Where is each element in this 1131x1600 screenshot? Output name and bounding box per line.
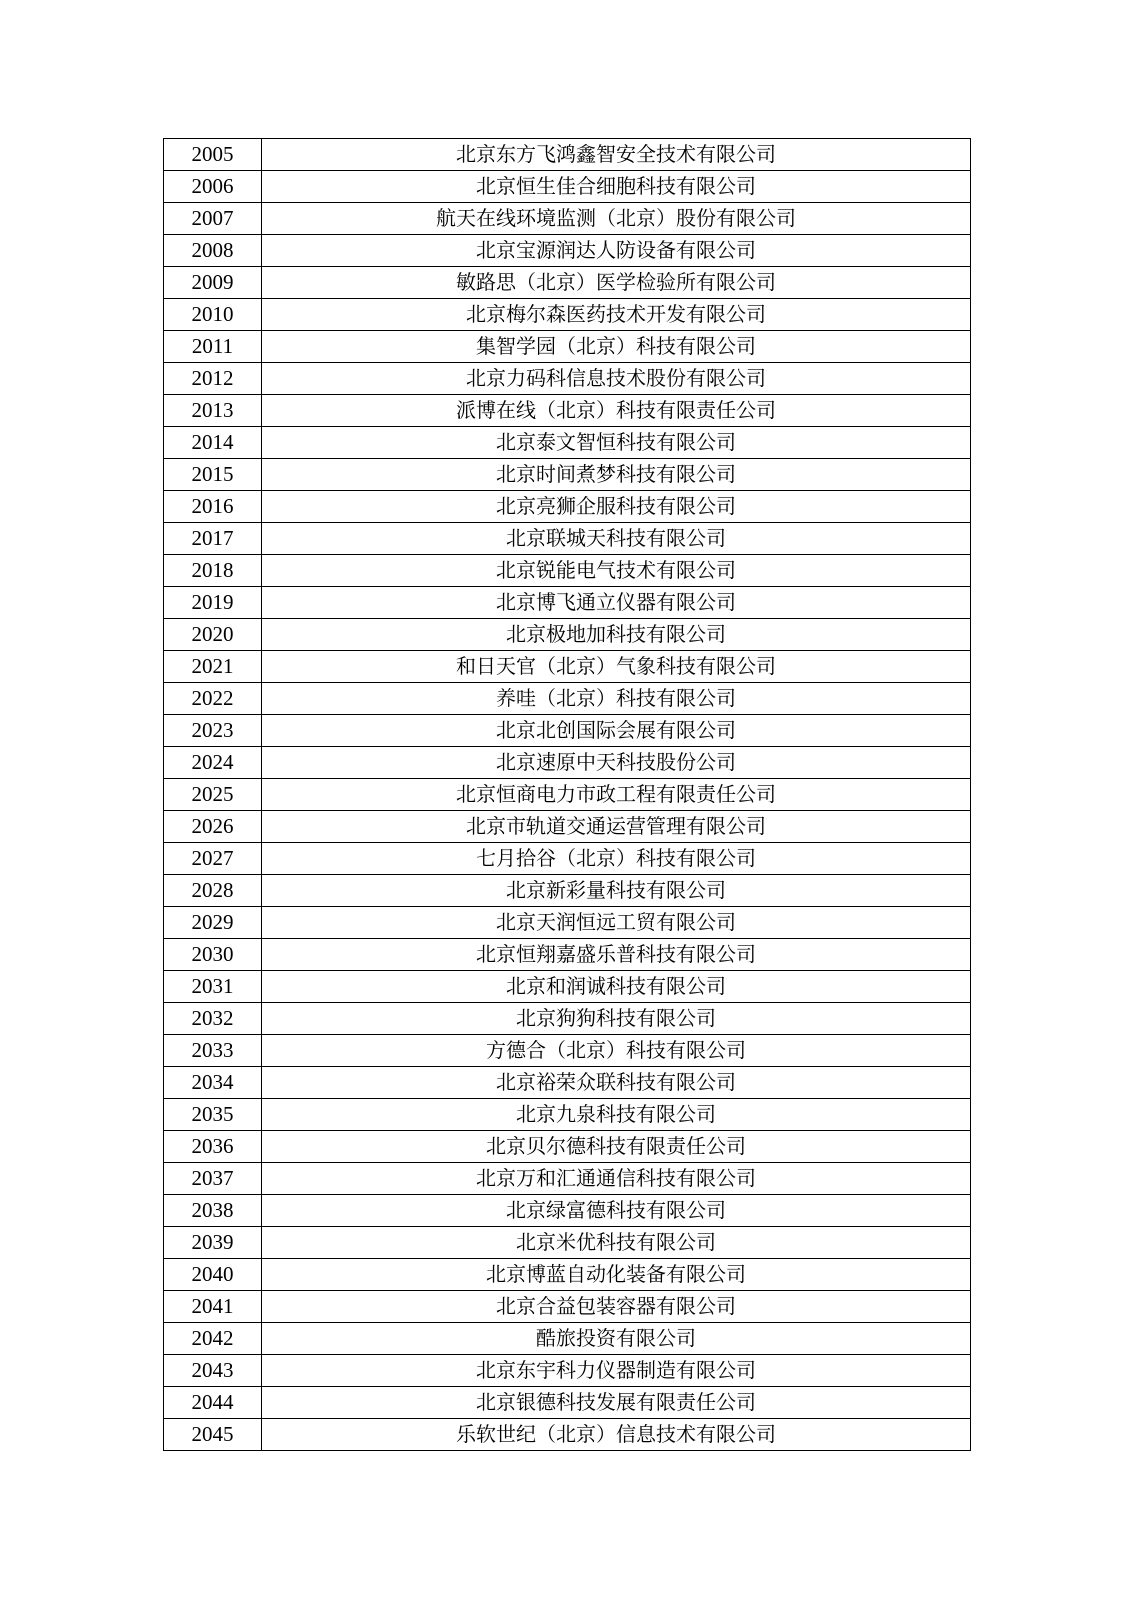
company-name-cell: 养哇（北京）科技有限公司 — [262, 683, 971, 715]
company-name-cell: 北京梅尔森医药技术开发有限公司 — [262, 299, 971, 331]
row-number-cell: 2025 — [164, 779, 262, 811]
company-name-cell: 北京东方飞鸿鑫智安全技术有限公司 — [262, 139, 971, 171]
table-row — [164, 171, 971, 203]
row-number-cell: 2024 — [164, 747, 262, 779]
table-row — [164, 1355, 971, 1387]
row-number-cell: 2019 — [164, 587, 262, 619]
row-number-cell: 2020 — [164, 619, 262, 651]
row-number-cell: 2021 — [164, 651, 262, 683]
company-name-cell: 北京市轨道交通运营管理有限公司 — [262, 811, 971, 843]
company-name-cell: 七月拾谷（北京）科技有限公司 — [262, 843, 971, 875]
row-number-cell: 2005 — [164, 139, 262, 171]
row-number-cell: 2009 — [164, 267, 262, 299]
row-number-cell: 2031 — [164, 971, 262, 1003]
table-row — [164, 235, 971, 267]
table-row — [164, 811, 971, 843]
row-number-cell: 2011 — [164, 331, 262, 363]
table-row — [164, 619, 971, 651]
company-name-cell: 敏路思（北京）医学检验所有限公司 — [262, 267, 971, 299]
row-number-cell: 2039 — [164, 1227, 262, 1259]
table-row — [164, 875, 971, 907]
company-name-cell: 北京时间煮梦科技有限公司 — [262, 459, 971, 491]
row-number-cell: 2029 — [164, 907, 262, 939]
row-number-cell: 2035 — [164, 1099, 262, 1131]
row-number-cell: 2034 — [164, 1067, 262, 1099]
company-name-cell: 派博在线（北京）科技有限责任公司 — [262, 395, 971, 427]
row-number-cell: 2040 — [164, 1259, 262, 1291]
table-row — [164, 907, 971, 939]
table-row — [164, 939, 971, 971]
row-number-cell: 2010 — [164, 299, 262, 331]
company-name-cell: 北京亮狮企服科技有限公司 — [262, 491, 971, 523]
company-name-cell: 北京速原中天科技股份公司 — [262, 747, 971, 779]
company-name-cell: 北京北创国际会展有限公司 — [262, 715, 971, 747]
row-number-cell: 2032 — [164, 1003, 262, 1035]
company-name-cell: 北京狗狗科技有限公司 — [262, 1003, 971, 1035]
row-number-cell: 2013 — [164, 395, 262, 427]
table-row — [164, 1259, 971, 1291]
row-number-cell: 2012 — [164, 363, 262, 395]
table-row — [164, 1291, 971, 1323]
row-number-cell: 2030 — [164, 939, 262, 971]
company-name-cell: 和日天官（北京）气象科技有限公司 — [262, 651, 971, 683]
table-row — [164, 651, 971, 683]
row-number-cell: 2044 — [164, 1387, 262, 1419]
table-row — [164, 555, 971, 587]
company-name-cell: 北京东宇科力仪器制造有限公司 — [262, 1355, 971, 1387]
table-row — [164, 971, 971, 1003]
table-row — [164, 1131, 971, 1163]
company-name-cell: 北京博蓝自动化装备有限公司 — [262, 1259, 971, 1291]
company-name-cell: 北京合益包装容器有限公司 — [262, 1291, 971, 1323]
table-row — [164, 523, 971, 555]
company-name-cell: 北京恒生佳合细胞科技有限公司 — [262, 171, 971, 203]
table-row — [164, 715, 971, 747]
row-number-cell: 2017 — [164, 523, 262, 555]
row-number-cell: 2036 — [164, 1131, 262, 1163]
row-number-cell: 2041 — [164, 1291, 262, 1323]
row-number-cell: 2006 — [164, 171, 262, 203]
table-row — [164, 1419, 971, 1451]
row-number-cell: 2033 — [164, 1035, 262, 1067]
table-row — [164, 299, 971, 331]
company-name-cell: 北京贝尔德科技有限责任公司 — [262, 1131, 971, 1163]
table-row — [164, 779, 971, 811]
company-name-cell: 北京天润恒远工贸有限公司 — [262, 907, 971, 939]
company-name-cell: 北京博飞通立仪器有限公司 — [262, 587, 971, 619]
table-row — [164, 1003, 971, 1035]
company-name-cell: 北京恒翔嘉盛乐普科技有限公司 — [262, 939, 971, 971]
company-name-cell: 乐软世纪（北京）信息技术有限公司 — [262, 1419, 971, 1451]
company-name-cell: 北京米优科技有限公司 — [262, 1227, 971, 1259]
row-number-cell: 2008 — [164, 235, 262, 267]
table-row — [164, 683, 971, 715]
table-row — [164, 395, 971, 427]
table-row — [164, 331, 971, 363]
row-number-cell: 2014 — [164, 427, 262, 459]
company-name-cell: 北京银德科技发展有限责任公司 — [262, 1387, 971, 1419]
table-row — [164, 1323, 971, 1355]
company-name-cell: 北京新彩量科技有限公司 — [262, 875, 971, 907]
row-number-cell: 2015 — [164, 459, 262, 491]
company-list-body — [164, 139, 971, 1451]
table-row — [164, 1195, 971, 1227]
row-number-cell: 2027 — [164, 843, 262, 875]
company-name-cell: 方德合（北京）科技有限公司 — [262, 1035, 971, 1067]
company-name-cell: 北京锐能电气技术有限公司 — [262, 555, 971, 587]
row-number-cell: 2023 — [164, 715, 262, 747]
company-name-cell: 北京联城天科技有限公司 — [262, 523, 971, 555]
table-row — [164, 843, 971, 875]
row-number-cell: 2043 — [164, 1355, 262, 1387]
table-row — [164, 1163, 971, 1195]
row-number-cell: 2016 — [164, 491, 262, 523]
row-number-cell: 2038 — [164, 1195, 262, 1227]
table-row — [164, 747, 971, 779]
company-name-cell: 北京万和汇通通信科技有限公司 — [262, 1163, 971, 1195]
row-number-cell: 2037 — [164, 1163, 262, 1195]
company-name-cell: 北京泰文智恒科技有限公司 — [262, 427, 971, 459]
table-row — [164, 139, 971, 171]
table-row — [164, 459, 971, 491]
company-name-cell: 北京力码科信息技术股份有限公司 — [262, 363, 971, 395]
table-row — [164, 203, 971, 235]
company-name-cell: 集智学园（北京）科技有限公司 — [262, 331, 971, 363]
company-name-cell: 北京和润诚科技有限公司 — [262, 971, 971, 1003]
table-row — [164, 427, 971, 459]
row-number-cell: 2026 — [164, 811, 262, 843]
company-name-cell: 酷旅投资有限公司 — [262, 1323, 971, 1355]
table-row — [164, 1035, 971, 1067]
company-name-cell: 北京绿富德科技有限公司 — [262, 1195, 971, 1227]
company-name-cell: 航天在线环境监测（北京）股份有限公司 — [262, 203, 971, 235]
table-row — [164, 1227, 971, 1259]
company-name-cell: 北京九泉科技有限公司 — [262, 1099, 971, 1131]
company-name-cell: 北京极地加科技有限公司 — [262, 619, 971, 651]
row-number-cell: 2022 — [164, 683, 262, 715]
company-name-cell: 北京恒商电力市政工程有限责任公司 — [262, 779, 971, 811]
row-number-cell: 2028 — [164, 875, 262, 907]
company-name-cell: 北京宝源润达人防设备有限公司 — [262, 235, 971, 267]
table-row — [164, 1067, 971, 1099]
company-name-cell: 北京裕荣众联科技有限公司 — [262, 1067, 971, 1099]
row-number-cell: 2018 — [164, 555, 262, 587]
table-row — [164, 1387, 971, 1419]
table-row — [164, 267, 971, 299]
company-list-table — [163, 138, 971, 1451]
table-row — [164, 1099, 971, 1131]
table-row — [164, 491, 971, 523]
row-number-cell: 2045 — [164, 1419, 262, 1451]
table-row — [164, 587, 971, 619]
row-number-cell: 2042 — [164, 1323, 262, 1355]
row-number-cell: 2007 — [164, 203, 262, 235]
table-row — [164, 363, 971, 395]
